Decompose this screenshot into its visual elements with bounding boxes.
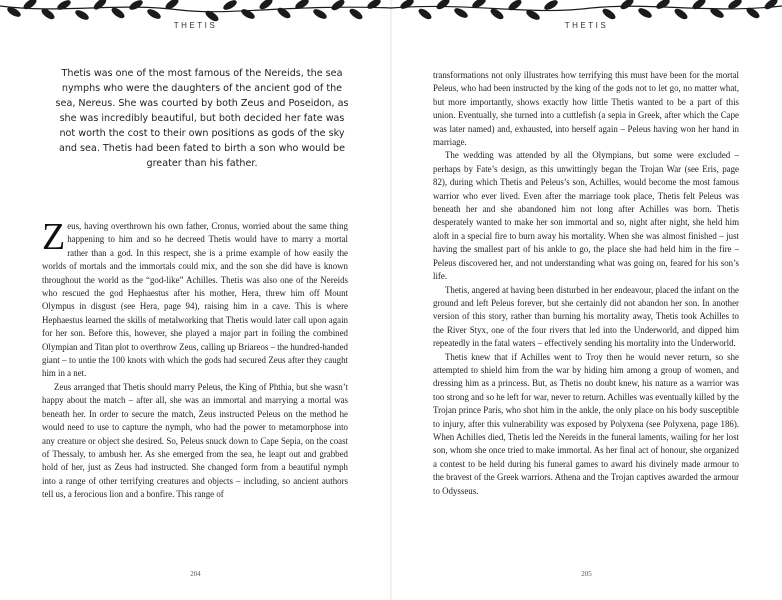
intro-paragraph: Thetis was one of the most famous of the Nereids, the sea nymphs who were the daughters of the ancient god of the sea, Nereus. She was courted by both Zeus and Poseidon, as she was incredibly beautiful, but both decided her fate was not worth the cost to their own positions as gods of the sky and sea. Thetis had been fated to birth a son who would be greater than his father. <box>55 68 349 169</box>
right-page <box>391 0 782 600</box>
page-number: 204 <box>190 570 201 578</box>
paragraph <box>42 216 348 381</box>
paragraph: Thetis, angered at having been disturbed in her endeavour, placed the infant on the ground and left Peleus forever, but she certainly did not abandon her son. In another version of this story, rather than burning his mortality away, Thetis took Achilles to the River Styx, one of the four rivers that led into the Underworld, and dipped him repeatedly in the fatal waters – effectively sending his mortality into the Underworld. <box>433 284 739 349</box>
paragraph: transformations not only illustrates how terrifying this must have been for the mortal Peleus, who had been instructed by the king of the gods not to let go, no matter what, but more importantly, shows exactly how little Thetis wanted to be a part of this union. Eventually, she turned into a cuttlefish (a sepia in Greek, after which the Cape was later named) and, exhausted, into herself again – Peleus having won her hand in marriage. <box>433 70 739 148</box>
running-head: THETIS <box>564 21 609 30</box>
paragraph: Thetis knew that if Achilles went to Troy then he would never return, so she attempted to shield him from the war by hiding him among a group of women, and dressing him as a princess. But, as Thetis no doubt knew, his nature as a warrior was too strong and so he left for war, never to return. Achilles was eventually killed by the Trojan prince Paris, who shot him in the ankle, the only place on his body susceptible to injury, after this vulnerability was exposed by Polyxena (see Polyxena, page 186). When Achilles died, Thetis led the Nereids in the funeral laments, wailing for her lost son, whom she once tried to make immortal. As her final act of honour, she organized a contest to be held during his funeral games to award his divinely made armour to the bravest of the Greek warriors. Athena and the Trojan captives awarded the armour to Odysseus. <box>433 351 739 496</box>
paragraph-text: eus, having overthrown his own father, Cronus, worried about the same thing happening to him and so he decreed Thetis would have to marry a mortal rather than a god. In this respect, she is a prime example of how easily the worlds of mortals and the immortals could mix, and the son she did have is known throughout the world as the “god-like” Achilles. Thetis was also one of the Nereids who rescued the god Hephaestus after his mother, Hera, threw him off Mount Olympus in disgust (see Hera, page 94), raising him in a cave. This is where Hephaestus learned the skills of metalworking that Thetis would later call upon again for her son. Before this, however, she played a major part in foiling the combined Olympian and Titan plot to overthrow Zeus, calling up Briareos – the hundred-handed giant – to untie the 100 knots with which the gods had secured Zeus after they caught him in a net. <box>42 221 348 379</box>
page-number: 205 <box>581 570 592 578</box>
vine-branch-icon <box>391 0 782 22</box>
drop-cap: Z <box>42 216 66 258</box>
body-text <box>433 69 739 498</box>
running-head: THETIS <box>173 21 218 30</box>
paragraph: Zeus arranged that Thetis should marry Peleus, the King of Phthia, but she wasn’t happy about the match – after all, she was an immortal and marrying a mortal was beneath her. In order to secure the match, Zeus instructed Peleus on the method he would need to use to capture the nymph, who had the power to metamorphose into any creature or object she desired. So, Peleus snuck down to Cape Sepia, on the coast of Thessaly, to ambush her. As she emerged from the sea, he leapt out and grabbed hold of her, just as Zeus had instructed. She changed form from a beautiful nymph into a range of other terrifying creatures and objects – including, so ancient authors tell us, a ferocious lion and a bonfire. This range of <box>42 381 348 500</box>
vine-branch-icon <box>0 0 391 22</box>
body-text <box>42 216 348 502</box>
paragraph: The wedding was attended by all the Olympians, but some were excluded – perhaps by Fate’s design, as this unwittingly began the Trojan War (see Eris, page 82), during which Thetis and Peleus’s son, Achilles, would become the most famous warrior who ever lived. Even after the marriage took place, Thetis felt Peleus was beneath her and she abandoned him not long after Achilles was born. Thetis desperately wanted to make her son immortal and so, night after night, she held him aloft in a special fire to burn away his mortality. When she was almost finished – just having the smallest part of his ankle to go, the place she had held him in the fire – Peleus discovered her, and not understanding what was going on, feared for his son’s life. <box>433 150 739 282</box>
